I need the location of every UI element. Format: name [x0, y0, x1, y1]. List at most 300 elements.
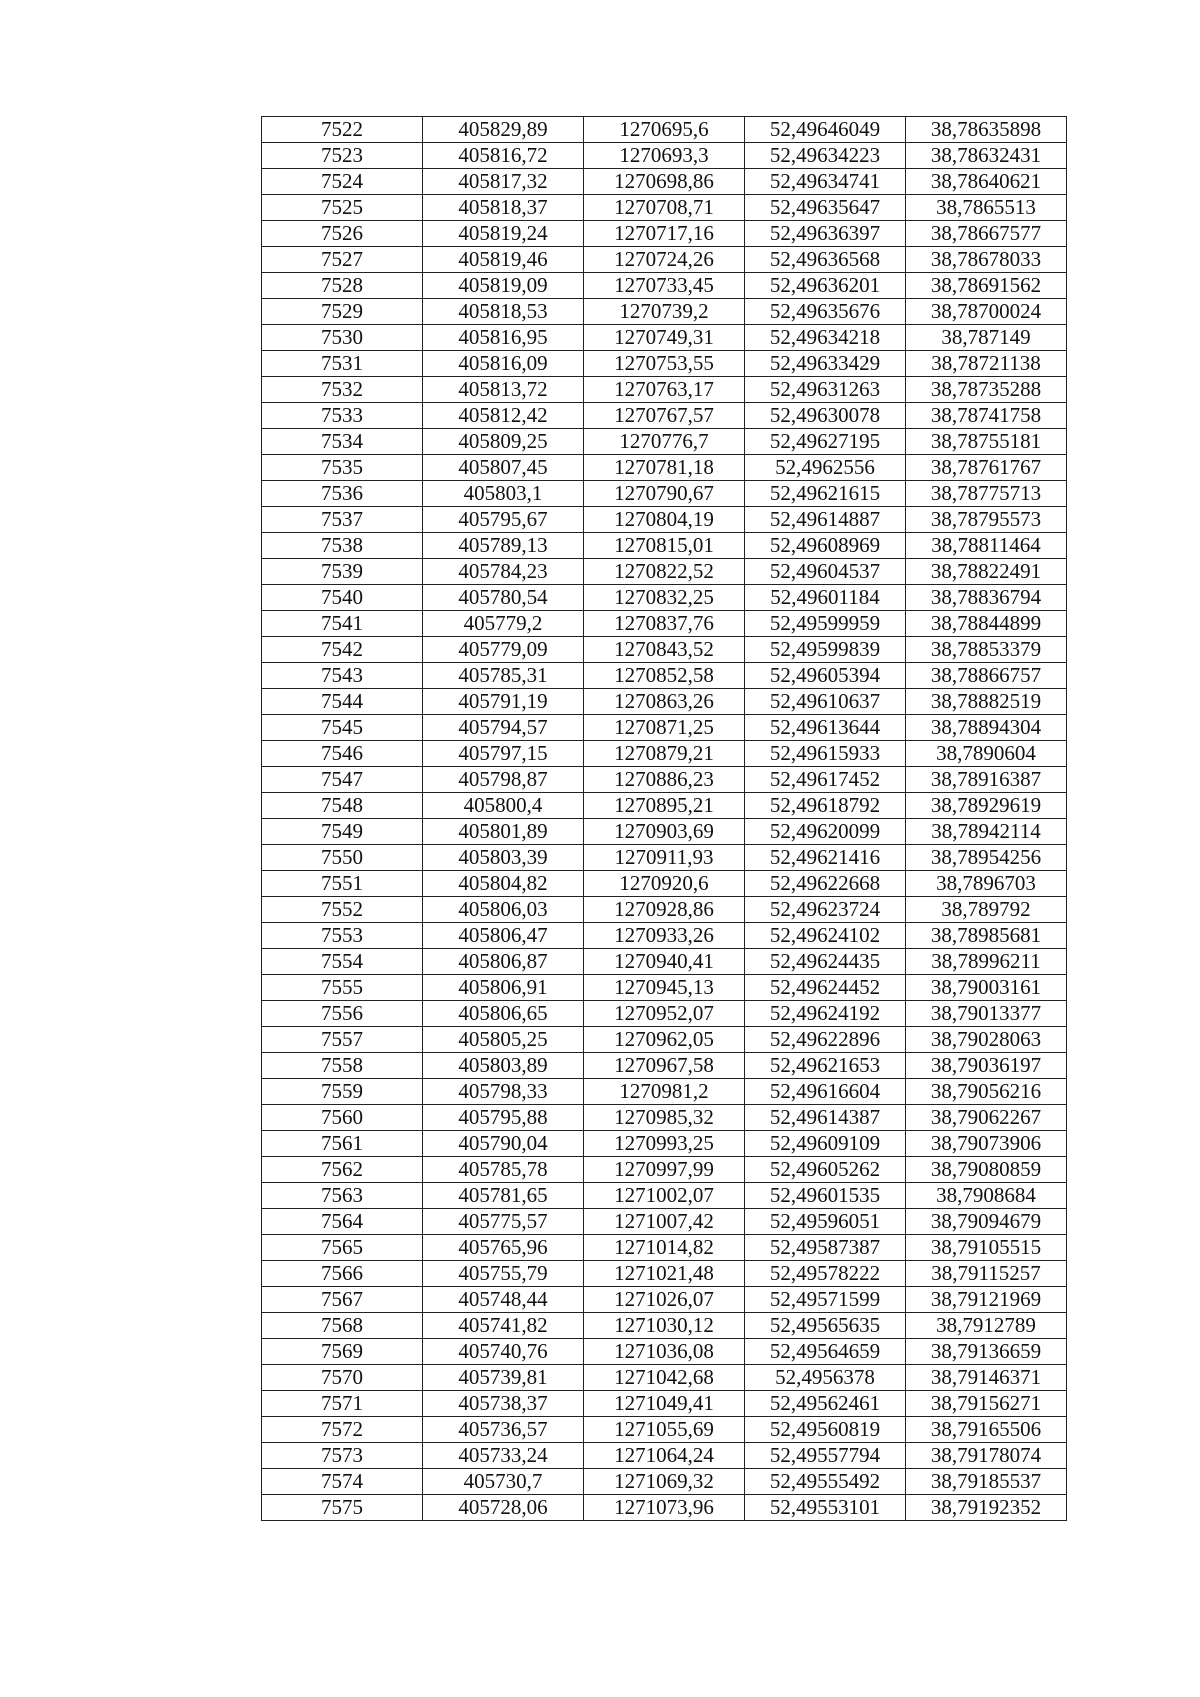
table-row: [262, 481, 1067, 507]
point-number-cell: 7531: [262, 351, 423, 377]
x-coordinate-cell: 405795,67: [423, 507, 584, 533]
x-coordinate-cell: 405790,04: [423, 1131, 584, 1157]
y-coordinate-cell: 1270776,7: [584, 429, 745, 455]
point-number-cell: 7546: [262, 741, 423, 767]
latitude-cell: 52,49617452: [745, 767, 906, 793]
table-row: [262, 1209, 1067, 1235]
x-coordinate-cell: 405803,1: [423, 481, 584, 507]
point-number-cell: 7565: [262, 1235, 423, 1261]
x-coordinate-cell: 405800,4: [423, 793, 584, 819]
longitude-cell: 38,78755181: [906, 429, 1067, 455]
point-number-cell: 7553: [262, 923, 423, 949]
point-number-cell: 7542: [262, 637, 423, 663]
table-row: [262, 793, 1067, 819]
x-coordinate-cell: 405806,65: [423, 1001, 584, 1027]
longitude-cell: 38,79185537: [906, 1469, 1067, 1495]
y-coordinate-cell: 1271073,96: [584, 1495, 745, 1521]
y-coordinate-cell: 1271007,42: [584, 1209, 745, 1235]
y-coordinate-cell: 1270997,99: [584, 1157, 745, 1183]
point-number-cell: 7563: [262, 1183, 423, 1209]
latitude-cell: 52,49608969: [745, 533, 906, 559]
x-coordinate-cell: 405819,46: [423, 247, 584, 273]
latitude-cell: 52,49560819: [745, 1417, 906, 1443]
x-coordinate-cell: 405740,76: [423, 1339, 584, 1365]
y-coordinate-cell: 1270952,07: [584, 1001, 745, 1027]
point-number-cell: 7556: [262, 1001, 423, 1027]
y-coordinate-cell: 1270920,6: [584, 871, 745, 897]
x-coordinate-cell: 405791,19: [423, 689, 584, 715]
x-coordinate-cell: 405803,39: [423, 845, 584, 871]
y-coordinate-cell: 1270724,26: [584, 247, 745, 273]
latitude-cell: 52,49633429: [745, 351, 906, 377]
point-number-cell: 7564: [262, 1209, 423, 1235]
longitude-cell: 38,79146371: [906, 1365, 1067, 1391]
point-number-cell: 7545: [262, 715, 423, 741]
x-coordinate-cell: 405816,72: [423, 143, 584, 169]
table-row: [262, 819, 1067, 845]
latitude-cell: 52,49635647: [745, 195, 906, 221]
latitude-cell: 52,49646049: [745, 117, 906, 143]
latitude-cell: 52,49621653: [745, 1053, 906, 1079]
latitude-cell: 52,49609109: [745, 1131, 906, 1157]
y-coordinate-cell: 1270781,18: [584, 455, 745, 481]
y-coordinate-cell: 1270911,93: [584, 845, 745, 871]
longitude-cell: 38,79156271: [906, 1391, 1067, 1417]
point-number-cell: 7537: [262, 507, 423, 533]
point-number-cell: 7526: [262, 221, 423, 247]
point-number-cell: 7558: [262, 1053, 423, 1079]
x-coordinate-cell: 405817,32: [423, 169, 584, 195]
point-number-cell: 7536: [262, 481, 423, 507]
x-coordinate-cell: 405806,87: [423, 949, 584, 975]
table-row: [262, 1287, 1067, 1313]
longitude-cell: 38,79028063: [906, 1027, 1067, 1053]
point-number-cell: 7569: [262, 1339, 423, 1365]
latitude-cell: 52,49634741: [745, 169, 906, 195]
point-number-cell: 7548: [262, 793, 423, 819]
latitude-cell: 52,4956378: [745, 1365, 906, 1391]
table-row: [262, 871, 1067, 897]
x-coordinate-cell: 405781,65: [423, 1183, 584, 1209]
table-row: [262, 1053, 1067, 1079]
table-row: [262, 897, 1067, 923]
longitude-cell: 38,7912789: [906, 1313, 1067, 1339]
x-coordinate-cell: 405806,47: [423, 923, 584, 949]
x-coordinate-cell: 405816,09: [423, 351, 584, 377]
table-row: [262, 1157, 1067, 1183]
table-row: [262, 715, 1067, 741]
longitude-cell: 38,78795573: [906, 507, 1067, 533]
latitude-cell: 52,49621416: [745, 845, 906, 871]
point-number-cell: 7544: [262, 689, 423, 715]
longitude-cell: 38,78635898: [906, 117, 1067, 143]
y-coordinate-cell: 1271049,41: [584, 1391, 745, 1417]
y-coordinate-cell: 1270879,21: [584, 741, 745, 767]
x-coordinate-cell: 405819,09: [423, 273, 584, 299]
longitude-cell: 38,79056216: [906, 1079, 1067, 1105]
table-row: [262, 143, 1067, 169]
latitude-cell: 52,49624102: [745, 923, 906, 949]
longitude-cell: 38,7896703: [906, 871, 1067, 897]
y-coordinate-cell: 1270753,55: [584, 351, 745, 377]
latitude-cell: 52,49604537: [745, 559, 906, 585]
longitude-cell: 38,79105515: [906, 1235, 1067, 1261]
table-row: [262, 1417, 1067, 1443]
y-coordinate-cell: 1270815,01: [584, 533, 745, 559]
table-row: [262, 975, 1067, 1001]
latitude-cell: 52,49605394: [745, 663, 906, 689]
x-coordinate-cell: 405803,89: [423, 1053, 584, 1079]
table-row: [262, 845, 1067, 871]
y-coordinate-cell: 1270717,16: [584, 221, 745, 247]
table-row: [262, 923, 1067, 949]
x-coordinate-cell: 405738,37: [423, 1391, 584, 1417]
point-number-cell: 7557: [262, 1027, 423, 1053]
latitude-cell: 52,49634218: [745, 325, 906, 351]
latitude-cell: 52,49562461: [745, 1391, 906, 1417]
x-coordinate-cell: 405736,57: [423, 1417, 584, 1443]
latitude-cell: 52,49630078: [745, 403, 906, 429]
x-coordinate-cell: 405741,82: [423, 1313, 584, 1339]
longitude-cell: 38,7908684: [906, 1183, 1067, 1209]
point-number-cell: 7541: [262, 611, 423, 637]
longitude-cell: 38,78844899: [906, 611, 1067, 637]
coordinates-table: [261, 116, 1067, 1521]
coordinates-table-body: [262, 117, 1067, 1521]
latitude-cell: 52,49615933: [745, 741, 906, 767]
x-coordinate-cell: 405755,79: [423, 1261, 584, 1287]
point-number-cell: 7527: [262, 247, 423, 273]
longitude-cell: 38,78822491: [906, 559, 1067, 585]
x-coordinate-cell: 405765,96: [423, 1235, 584, 1261]
table-row: [262, 169, 1067, 195]
latitude-cell: 52,49614887: [745, 507, 906, 533]
longitude-cell: 38,79165506: [906, 1417, 1067, 1443]
latitude-cell: 52,49553101: [745, 1495, 906, 1521]
table-row: [262, 429, 1067, 455]
point-number-cell: 7570: [262, 1365, 423, 1391]
x-coordinate-cell: 405733,24: [423, 1443, 584, 1469]
point-number-cell: 7524: [262, 169, 423, 195]
longitude-cell: 38,79115257: [906, 1261, 1067, 1287]
table-row: [262, 247, 1067, 273]
longitude-cell: 38,78954256: [906, 845, 1067, 871]
longitude-cell: 38,79178074: [906, 1443, 1067, 1469]
x-coordinate-cell: 405789,13: [423, 533, 584, 559]
point-number-cell: 7543: [262, 663, 423, 689]
latitude-cell: 52,49622668: [745, 871, 906, 897]
longitude-cell: 38,78700024: [906, 299, 1067, 325]
table-row: [262, 403, 1067, 429]
longitude-cell: 38,79192352: [906, 1495, 1067, 1521]
x-coordinate-cell: 405813,72: [423, 377, 584, 403]
latitude-cell: 52,49601184: [745, 585, 906, 611]
latitude-cell: 52,49620099: [745, 819, 906, 845]
longitude-cell: 38,789792: [906, 897, 1067, 923]
latitude-cell: 52,49613644: [745, 715, 906, 741]
y-coordinate-cell: 1270863,26: [584, 689, 745, 715]
point-number-cell: 7560: [262, 1105, 423, 1131]
y-coordinate-cell: 1271021,48: [584, 1261, 745, 1287]
point-number-cell: 7561: [262, 1131, 423, 1157]
table-row: [262, 1469, 1067, 1495]
latitude-cell: 52,4962556: [745, 455, 906, 481]
latitude-cell: 52,49621615: [745, 481, 906, 507]
latitude-cell: 52,49631263: [745, 377, 906, 403]
table-row: [262, 533, 1067, 559]
longitude-cell: 38,78775713: [906, 481, 1067, 507]
point-number-cell: 7532: [262, 377, 423, 403]
point-number-cell: 7525: [262, 195, 423, 221]
y-coordinate-cell: 1270695,6: [584, 117, 745, 143]
longitude-cell: 38,7865513: [906, 195, 1067, 221]
y-coordinate-cell: 1270993,25: [584, 1131, 745, 1157]
point-number-cell: 7529: [262, 299, 423, 325]
point-number-cell: 7538: [262, 533, 423, 559]
table-row: [262, 1105, 1067, 1131]
x-coordinate-cell: 405785,31: [423, 663, 584, 689]
point-number-cell: 7547: [262, 767, 423, 793]
longitude-cell: 38,78866757: [906, 663, 1067, 689]
longitude-cell: 38,79094679: [906, 1209, 1067, 1235]
y-coordinate-cell: 1270967,58: [584, 1053, 745, 1079]
y-coordinate-cell: 1270804,19: [584, 507, 745, 533]
x-coordinate-cell: 405779,2: [423, 611, 584, 637]
table-row: [262, 559, 1067, 585]
latitude-cell: 52,49616604: [745, 1079, 906, 1105]
x-coordinate-cell: 405780,54: [423, 585, 584, 611]
latitude-cell: 52,49624435: [745, 949, 906, 975]
y-coordinate-cell: 1270962,05: [584, 1027, 745, 1053]
x-coordinate-cell: 405739,81: [423, 1365, 584, 1391]
y-coordinate-cell: 1270739,2: [584, 299, 745, 325]
latitude-cell: 52,49636201: [745, 273, 906, 299]
point-number-cell: 7573: [262, 1443, 423, 1469]
latitude-cell: 52,49578222: [745, 1261, 906, 1287]
y-coordinate-cell: 1270895,21: [584, 793, 745, 819]
point-number-cell: 7550: [262, 845, 423, 871]
latitude-cell: 52,49627195: [745, 429, 906, 455]
latitude-cell: 52,49636568: [745, 247, 906, 273]
x-coordinate-cell: 405748,44: [423, 1287, 584, 1313]
longitude-cell: 38,79080859: [906, 1157, 1067, 1183]
table-row: [262, 767, 1067, 793]
y-coordinate-cell: 1270837,76: [584, 611, 745, 637]
y-coordinate-cell: 1270749,31: [584, 325, 745, 351]
point-number-cell: 7533: [262, 403, 423, 429]
longitude-cell: 38,78985681: [906, 923, 1067, 949]
y-coordinate-cell: 1270928,86: [584, 897, 745, 923]
y-coordinate-cell: 1270698,86: [584, 169, 745, 195]
table-row: [262, 507, 1067, 533]
x-coordinate-cell: 405812,42: [423, 403, 584, 429]
longitude-cell: 38,78667577: [906, 221, 1067, 247]
x-coordinate-cell: 405798,33: [423, 1079, 584, 1105]
y-coordinate-cell: 1271002,07: [584, 1183, 745, 1209]
table-row: [262, 1183, 1067, 1209]
latitude-cell: 52,49636397: [745, 221, 906, 247]
table-row: [262, 611, 1067, 637]
longitude-cell: 38,79036197: [906, 1053, 1067, 1079]
latitude-cell: 52,49610637: [745, 689, 906, 715]
x-coordinate-cell: 405816,95: [423, 325, 584, 351]
longitude-cell: 38,78916387: [906, 767, 1067, 793]
y-coordinate-cell: 1270790,67: [584, 481, 745, 507]
table-row: [262, 299, 1067, 325]
point-number-cell: 7572: [262, 1417, 423, 1443]
longitude-cell: 38,78811464: [906, 533, 1067, 559]
table-row: [262, 1131, 1067, 1157]
y-coordinate-cell: 1270693,3: [584, 143, 745, 169]
longitude-cell: 38,79003161: [906, 975, 1067, 1001]
y-coordinate-cell: 1270767,57: [584, 403, 745, 429]
table-row: [262, 663, 1067, 689]
latitude-cell: 52,49634223: [745, 143, 906, 169]
longitude-cell: 38,78853379: [906, 637, 1067, 663]
table-row: [262, 1313, 1067, 1339]
latitude-cell: 52,49622896: [745, 1027, 906, 1053]
y-coordinate-cell: 1270852,58: [584, 663, 745, 689]
longitude-cell: 38,78678033: [906, 247, 1067, 273]
x-coordinate-cell: 405730,7: [423, 1469, 584, 1495]
y-coordinate-cell: 1271064,24: [584, 1443, 745, 1469]
longitude-cell: 38,78761767: [906, 455, 1067, 481]
latitude-cell: 52,49555492: [745, 1469, 906, 1495]
table-row: [262, 1235, 1067, 1261]
point-number-cell: 7552: [262, 897, 423, 923]
latitude-cell: 52,49623724: [745, 897, 906, 923]
table-row: [262, 377, 1067, 403]
latitude-cell: 52,49601535: [745, 1183, 906, 1209]
longitude-cell: 38,79136659: [906, 1339, 1067, 1365]
point-number-cell: 7523: [262, 143, 423, 169]
table-row: [262, 637, 1067, 663]
x-coordinate-cell: 405805,25: [423, 1027, 584, 1053]
table-row: [262, 1391, 1067, 1417]
point-number-cell: 7555: [262, 975, 423, 1001]
table-row: [262, 117, 1067, 143]
longitude-cell: 38,7890604: [906, 741, 1067, 767]
table-row: [262, 1261, 1067, 1287]
table-row: [262, 689, 1067, 715]
x-coordinate-cell: 405829,89: [423, 117, 584, 143]
longitude-cell: 38,79013377: [906, 1001, 1067, 1027]
y-coordinate-cell: 1271036,08: [584, 1339, 745, 1365]
x-coordinate-cell: 405819,24: [423, 221, 584, 247]
table-row: [262, 195, 1067, 221]
y-coordinate-cell: 1270843,52: [584, 637, 745, 663]
point-number-cell: 7530: [262, 325, 423, 351]
x-coordinate-cell: 405797,15: [423, 741, 584, 767]
point-number-cell: 7551: [262, 871, 423, 897]
longitude-cell: 38,78691562: [906, 273, 1067, 299]
longitude-cell: 38,787149: [906, 325, 1067, 351]
latitude-cell: 52,49596051: [745, 1209, 906, 1235]
longitude-cell: 38,78836794: [906, 585, 1067, 611]
longitude-cell: 38,78894304: [906, 715, 1067, 741]
latitude-cell: 52,49618792: [745, 793, 906, 819]
point-number-cell: 7522: [262, 117, 423, 143]
longitude-cell: 38,78721138: [906, 351, 1067, 377]
table-row: [262, 351, 1067, 377]
latitude-cell: 52,49605262: [745, 1157, 906, 1183]
latitude-cell: 52,49564659: [745, 1339, 906, 1365]
y-coordinate-cell: 1271014,82: [584, 1235, 745, 1261]
y-coordinate-cell: 1270763,17: [584, 377, 745, 403]
x-coordinate-cell: 405818,37: [423, 195, 584, 221]
longitude-cell: 38,78929619: [906, 793, 1067, 819]
y-coordinate-cell: 1270886,23: [584, 767, 745, 793]
x-coordinate-cell: 405779,09: [423, 637, 584, 663]
table-row: [262, 325, 1067, 351]
y-coordinate-cell: 1271042,68: [584, 1365, 745, 1391]
x-coordinate-cell: 405806,03: [423, 897, 584, 923]
y-coordinate-cell: 1270832,25: [584, 585, 745, 611]
x-coordinate-cell: 405775,57: [423, 1209, 584, 1235]
table-row: [262, 949, 1067, 975]
point-number-cell: 7566: [262, 1261, 423, 1287]
x-coordinate-cell: 405801,89: [423, 819, 584, 845]
y-coordinate-cell: 1271069,32: [584, 1469, 745, 1495]
table-row: [262, 741, 1067, 767]
table-row: [262, 1001, 1067, 1027]
latitude-cell: 52,49557794: [745, 1443, 906, 1469]
table-row: [262, 221, 1067, 247]
point-number-cell: 7571: [262, 1391, 423, 1417]
point-number-cell: 7575: [262, 1495, 423, 1521]
table-row: [262, 1027, 1067, 1053]
y-coordinate-cell: 1271055,69: [584, 1417, 745, 1443]
x-coordinate-cell: 405795,88: [423, 1105, 584, 1131]
point-number-cell: 7540: [262, 585, 423, 611]
longitude-cell: 38,78882519: [906, 689, 1067, 715]
point-number-cell: 7534: [262, 429, 423, 455]
x-coordinate-cell: 405809,25: [423, 429, 584, 455]
longitude-cell: 38,79121969: [906, 1287, 1067, 1313]
latitude-cell: 52,49599839: [745, 637, 906, 663]
point-number-cell: 7574: [262, 1469, 423, 1495]
x-coordinate-cell: 405806,91: [423, 975, 584, 1001]
x-coordinate-cell: 405804,82: [423, 871, 584, 897]
point-number-cell: 7535: [262, 455, 423, 481]
point-number-cell: 7559: [262, 1079, 423, 1105]
y-coordinate-cell: 1270822,52: [584, 559, 745, 585]
longitude-cell: 38,78741758: [906, 403, 1067, 429]
x-coordinate-cell: 405798,87: [423, 767, 584, 793]
y-coordinate-cell: 1270940,41: [584, 949, 745, 975]
y-coordinate-cell: 1270871,25: [584, 715, 745, 741]
point-number-cell: 7528: [262, 273, 423, 299]
point-number-cell: 7567: [262, 1287, 423, 1313]
y-coordinate-cell: 1270903,69: [584, 819, 745, 845]
longitude-cell: 38,78640621: [906, 169, 1067, 195]
point-number-cell: 7562: [262, 1157, 423, 1183]
y-coordinate-cell: 1270708,71: [584, 195, 745, 221]
point-number-cell: 7568: [262, 1313, 423, 1339]
table-row: [262, 1365, 1067, 1391]
latitude-cell: 52,49614387: [745, 1105, 906, 1131]
longitude-cell: 38,79073906: [906, 1131, 1067, 1157]
point-number-cell: 7549: [262, 819, 423, 845]
y-coordinate-cell: 1270981,2: [584, 1079, 745, 1105]
point-number-cell: 7554: [262, 949, 423, 975]
y-coordinate-cell: 1270945,13: [584, 975, 745, 1001]
x-coordinate-cell: 405818,53: [423, 299, 584, 325]
latitude-cell: 52,49565635: [745, 1313, 906, 1339]
x-coordinate-cell: 405728,06: [423, 1495, 584, 1521]
latitude-cell: 52,49599959: [745, 611, 906, 637]
table-row: [262, 455, 1067, 481]
